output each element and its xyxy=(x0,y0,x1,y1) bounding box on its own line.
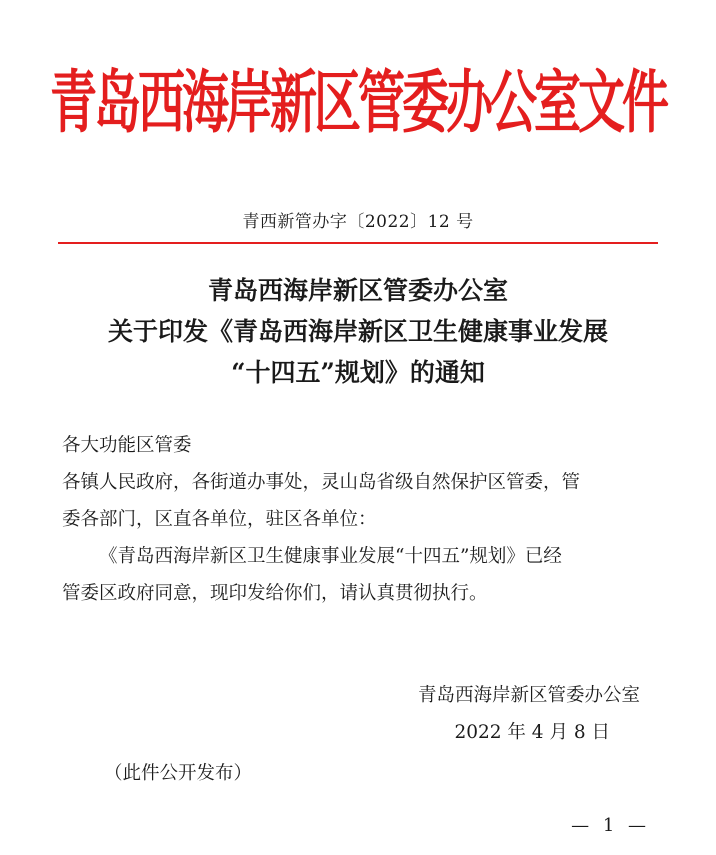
recipients xyxy=(62,427,662,538)
page-number: — 1 — xyxy=(571,815,650,836)
document-number: 青西新管办字〔2022〕12 号 xyxy=(242,212,474,232)
body-line-2: 管委区政府同意，现印发给你们，请认真贯彻执行。 xyxy=(62,583,488,604)
notice-title-line-3: “十四五”规划》的通知 xyxy=(231,358,485,387)
recipients-line-1: 各大功能区管委 xyxy=(62,435,192,456)
recipients-line-3: 委各部门，区直各单位，驻区各单位： xyxy=(62,509,377,530)
document-header-title: 青岛西海岸新区管委办公室文件 xyxy=(50,62,666,143)
notice-body xyxy=(62,538,662,612)
recipients-line-2: 各镇人民政府，各街道办事处，灵山岛省级自然保护区管委，管 xyxy=(62,472,581,493)
body-line-1: 《青岛西海岸新区卫生健康事业发展“十四五”规划》已经 xyxy=(99,546,562,567)
signature-issuer: 青岛西海岸新区管委办公室 xyxy=(417,685,640,706)
signature-block xyxy=(418,677,640,751)
signature-date: 2022 年 4 月 8 日 xyxy=(454,722,610,743)
notice-title xyxy=(0,270,716,393)
document-header xyxy=(0,52,716,142)
red-divider-line xyxy=(58,242,658,244)
notice-title-line-2: 关于印发《青岛西海岸新区卫生健康事业发展 xyxy=(107,317,608,346)
notice-title-line-1: 青岛西海岸新区管委办公室 xyxy=(207,276,508,305)
disclosure-note: （此件公开发布） xyxy=(104,763,253,784)
